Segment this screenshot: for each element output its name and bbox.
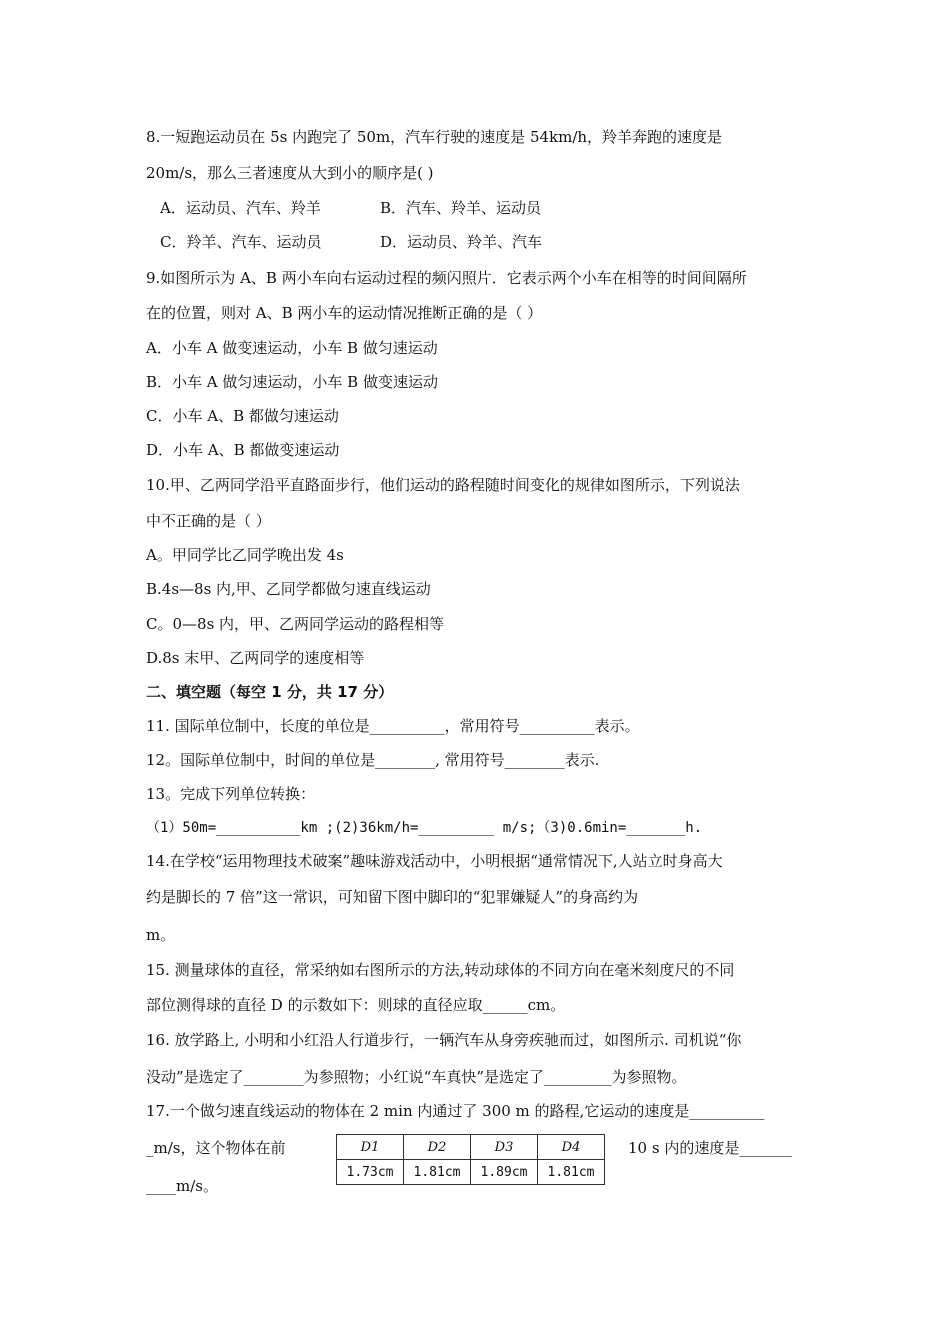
table-header-cell: D3 xyxy=(471,1135,538,1160)
q10-option-c: C。0—8s 内，甲、乙两同学运动的路程相等 xyxy=(146,615,445,633)
q8-option-c: C．羚羊、汽车、运动员 xyxy=(160,233,322,251)
q9-option-b: B．小车 A 做匀速运动，小车 B 做变速运动 xyxy=(146,373,438,391)
table-row xyxy=(337,1160,605,1185)
table-header-cell: D4 xyxy=(538,1135,605,1160)
table-cell: 1.81cm xyxy=(538,1160,605,1185)
section-title: 二、填空题（每空 1 分，共 17 分） xyxy=(146,683,394,701)
table-header-row xyxy=(337,1135,605,1160)
q10-stem-line1: 10.甲、乙两同学沿平直路面步行，他们运动的路程随时间变化的规律如图所示，下列说法 xyxy=(146,476,740,494)
q16-line2: 没动”是选定了________为参照物；小红说“车真快”是选定了_________为参照物。 xyxy=(146,1068,687,1086)
q10-option-a: A。甲同学比乙同学晚出发 4s xyxy=(146,546,344,564)
table-header-cell: D1 xyxy=(337,1135,404,1160)
q8-stem-line1: 8.一短跑运动员在 5s 内跑完了 50m，汽车行驶的速度是 54km/h，羚羊奔跑的速度是 xyxy=(146,128,723,146)
q9-option-a: A．小车 A 做变速运动，小车 B 做匀速运动 xyxy=(146,339,438,357)
q13-conversions: （1）50m=__________km ;(2)36km/h=_________ m/s;（3)0.6min=_______h. xyxy=(146,820,703,836)
q11-text: 11. 国际单位制中，长度的单位是__________，常用符号__________表示。 xyxy=(146,717,640,735)
q17-line2-left: _m/s，这个物体在前 xyxy=(146,1139,286,1157)
q10-option-b: B.4s—8s 内,甲、乙同学都做匀速直线运动 xyxy=(146,580,431,598)
q9-option-c: C．小车 A、B 都做匀速运动 xyxy=(146,407,339,425)
q8-stem-line2: 20m/s，那么三者速度从大到小的顺序是( ) xyxy=(146,164,434,182)
q8-option-d: D．运动员、羚羊、汽车 xyxy=(380,233,543,251)
q13-title: 13。完成下列单位转换： xyxy=(146,785,316,803)
q12-text: 12。国际单位制中，时间的单位是________, 常用符号________表示. xyxy=(146,751,600,769)
table-cell: 1.81cm xyxy=(404,1160,471,1185)
q9-stem-line2: 在的位置，则对 A、B 两小车的运动情况推断正确的是（ ） xyxy=(146,304,543,322)
q9-stem-line1: 9.如图所示为 A、B 两小车向右运动过程的频闪照片．它表示两个小车在相等的时间间隔所 xyxy=(146,269,747,287)
q15-line2: 部位测得球的直径 D 的示数如下：则球的直径应取______cm。 xyxy=(146,996,566,1014)
q8-option-b: B．汽车、羚羊、运动员 xyxy=(380,199,542,217)
q10-stem-line2: 中不正确的是（ ） xyxy=(146,512,271,530)
q14-line3: m。 xyxy=(146,926,176,944)
q14-line2: 约是脚长的 7 倍”这一常识，可知留下图中脚印的“犯罪嫌疑人”的身高约为 xyxy=(146,888,639,906)
q17-line1: 17.一个做匀速直线运动的物体在 2 min 内通过了 300 m 的路程,它运动的速度是__________ xyxy=(146,1102,765,1120)
table-cell: 1.89cm xyxy=(471,1160,538,1185)
q16-line1: 16. 放学路上, 小明和小红沿人行道步行，一辆汽车从身旁疾驰而过，如图所示. 司机说“你 xyxy=(146,1031,742,1049)
q14-line1: 14.在学校“运用物理技术破案”趣味游戏活动中，小明根据“通常情况下,人站立时身高大 xyxy=(146,852,723,870)
q10-option-d: D.8s 末甲、乙两同学的速度相等 xyxy=(146,649,365,667)
table-cell: 1.73cm xyxy=(337,1160,404,1185)
diameter-table xyxy=(336,1134,605,1185)
q8-option-a: A．运动员、汽车、羚羊 xyxy=(160,199,321,217)
q17-line2-right: 10 s 内的速度是_______ xyxy=(628,1139,792,1157)
table-header-cell: D2 xyxy=(404,1135,471,1160)
q15-line1: 15. 测量球体的直径，常采纳如右图所示的方法,转动球体的不同方向在毫米刻度尺的不同 xyxy=(146,961,735,979)
q9-option-d: D．小车 A、B 都做变速运动 xyxy=(146,441,340,459)
q17-line3: ____m/s。 xyxy=(146,1177,218,1195)
